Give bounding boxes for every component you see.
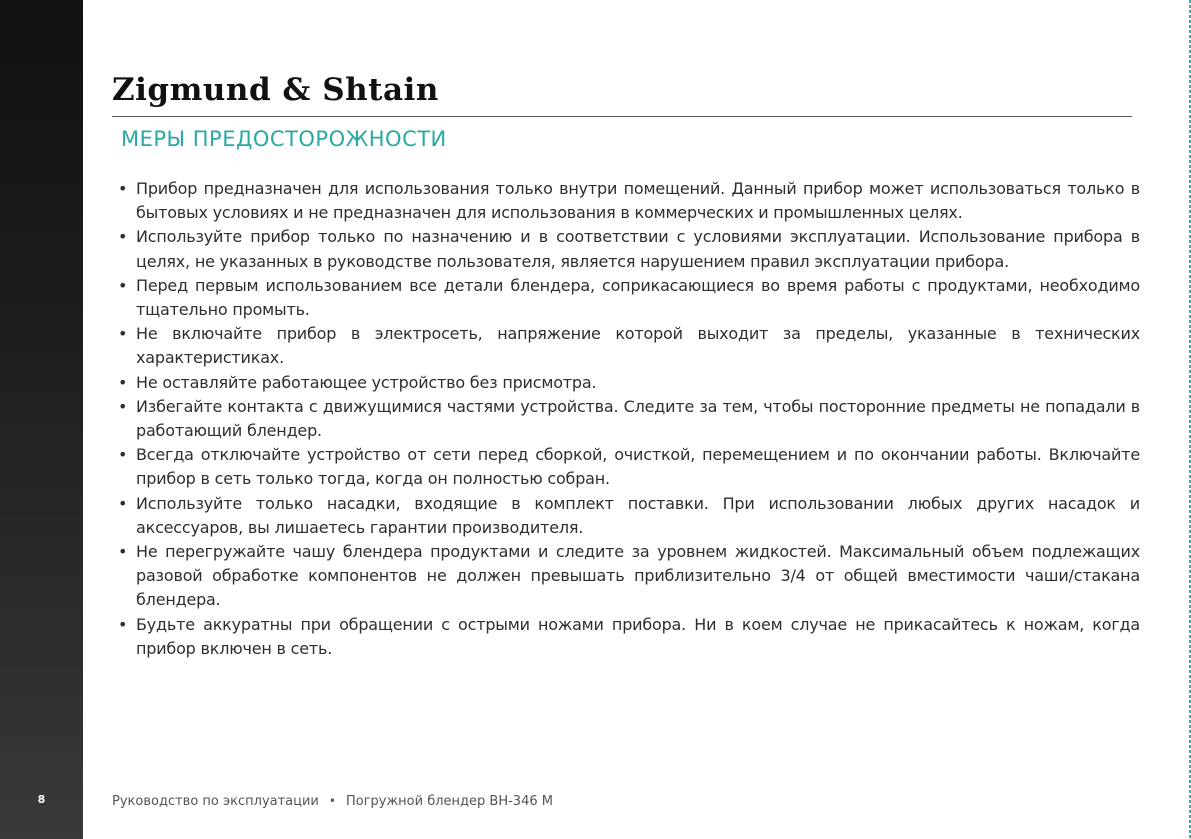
bullet-icon: • (118, 493, 128, 513)
page-footer (112, 794, 553, 809)
list-item (118, 225, 1140, 273)
footer-manual-label: Руководство по эксплуатации (112, 794, 319, 809)
rule-text: Не перегружайте чашу блендера продуктами и следите за уровнем жидкостей. Максимальный объем подлежащих разовой обработке компонентов не должен превышать приблизительно 3/4 от общей вместимости чаши/стакана блендера. (136, 542, 1140, 610)
rule-text: Используйте прибор только по назначению и в соответствии с условиями эксплуатации. Использование прибора в целях, не указанных в руководстве пользователя, является нарушением правил эксплуатации прибора. (136, 227, 1140, 271)
rule-text: Не оставляйте работающее устройство без присмотра. (136, 372, 597, 392)
bullet-icon: • (118, 372, 128, 392)
bullet-icon: • (118, 614, 128, 634)
list-item (118, 322, 1140, 370)
list-item (118, 395, 1140, 443)
bullet-icon: • (118, 179, 128, 198)
bullet-icon: • (118, 396, 128, 416)
rule-text: Избегайте контакта с движущимися частями устройства. Следите за тем, чтобы посторонние предметы не попадали в работающий блендер. (136, 396, 1140, 441)
footer-product-label: Погружной блендер BH-346 M (345, 794, 553, 809)
brand-logo: Zigmund & Shtain (112, 72, 439, 108)
rule-text: Всегда отключайте устройство от сети перед сборкой, очисткой, перемещением и по окончании работы. Включайте прибор в сеть только тогда, когда он полностью собран. (136, 445, 1140, 489)
bullet-icon: • (118, 542, 128, 562)
rule-text: Прибор предназначен для использования только внутри помещений. Данный прибор может использоваться только в бытовых условиях и не предназначен для использования в коммерческих и промышленных целях. (136, 179, 1140, 223)
list-item (118, 443, 1140, 491)
header-divider (112, 116, 1132, 117)
bullet-icon: • (118, 275, 128, 295)
rule-text: Перед первым использованием все детали блендера, соприкасающиеся во время работы с продуктами, необходимо тщательно промыть. (136, 275, 1140, 320)
rule-text: Используйте только насадки, входящие в комплект поставки. При использовании любых других насадок и аксессуаров, вы лишаетесь гарантии производителя. (136, 493, 1140, 537)
bullet-icon: • (118, 445, 128, 465)
safety-rules-list (118, 177, 1140, 661)
list-item (118, 371, 1140, 395)
side-bar (0, 0, 83, 839)
bullet-icon: • (118, 227, 128, 247)
list-item (118, 274, 1140, 322)
list-item (118, 540, 1140, 613)
rule-text: Не включайте прибор в электросеть, напряжение которой выходит за пределы, указанные в технических характеристиках. (136, 324, 1140, 368)
page-number: 8 (37, 793, 46, 806)
footer-separator: • (328, 794, 336, 808)
list-item (118, 492, 1140, 540)
rule-text: Будьте аккуратны при обращении с острыми ножами прибора. Ни в коем случае не прикасайтесь к ножам, когда прибор включен в сеть. (136, 614, 1140, 658)
list-item (118, 177, 1140, 225)
list-item (118, 613, 1140, 661)
bullet-icon: • (118, 324, 128, 344)
section-title: МЕРЫ ПРЕДОСТОРОЖНОСТИ (121, 127, 447, 151)
